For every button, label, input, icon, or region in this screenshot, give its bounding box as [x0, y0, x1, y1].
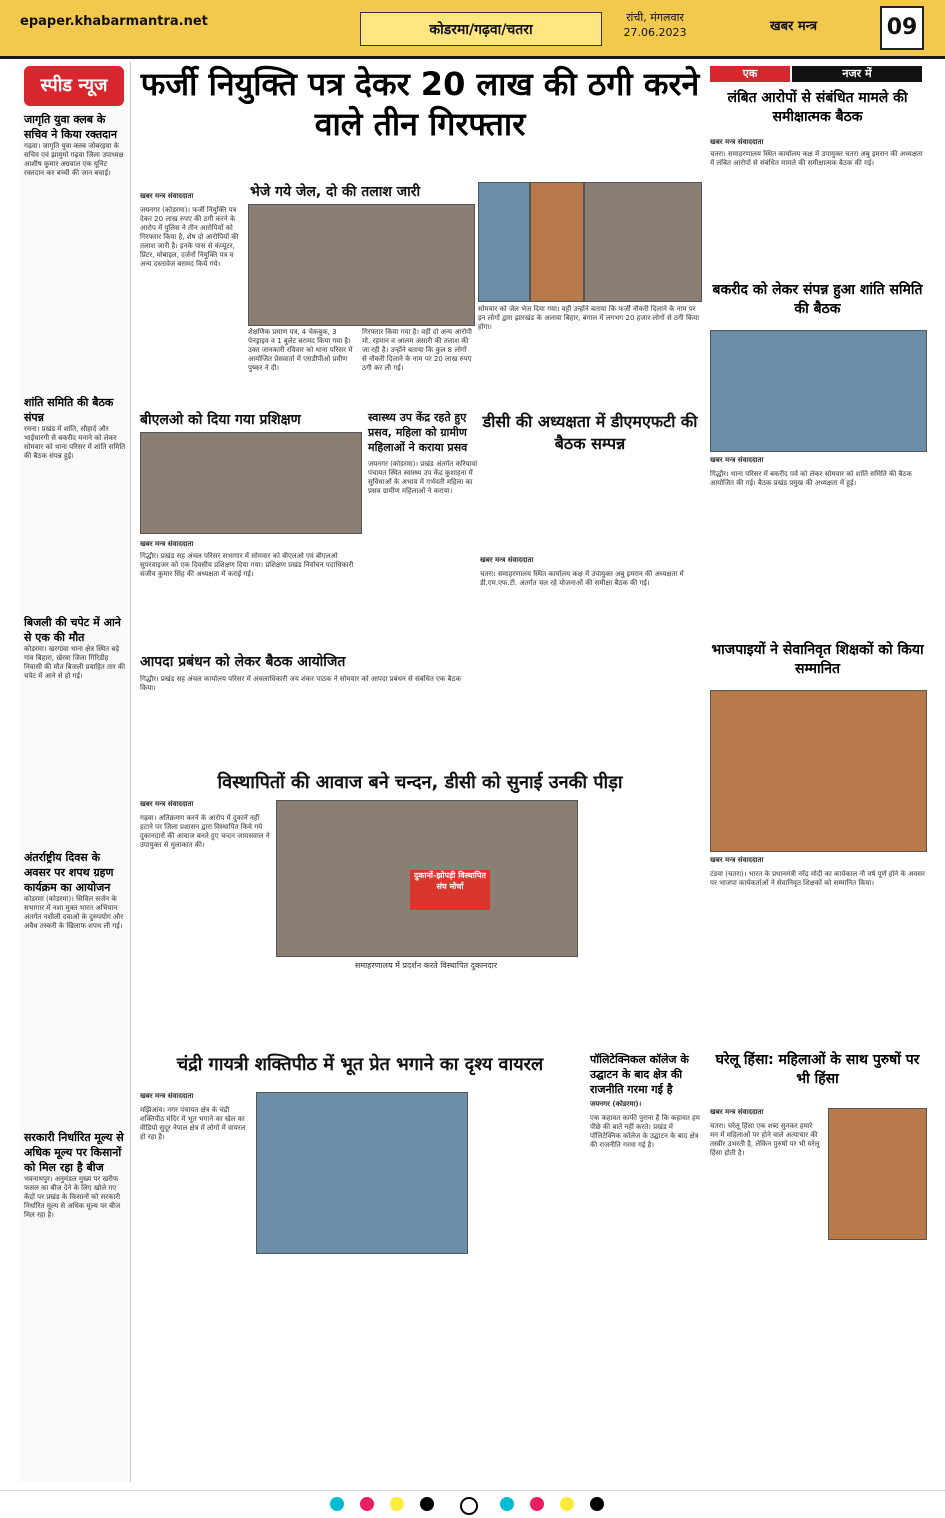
left-story-1 — [24, 112, 128, 178]
tag-text: एक — [742, 67, 758, 80]
ek-nazar-tag — [710, 66, 790, 82]
left-story-text: गढ़वा। जागृति युवा क्लब जोबरइया के सचिव एवं झामुमो गढ़वा जिला उपाध्यक्ष आशीष कुमार अग्रवाल एक यूनिट रक्तदान कर बच्ची की जान बचाई। — [24, 142, 124, 177]
left-story-text: कोडरमा। खरगांवा थाना क्षेत्र स्थित बड़े गांव बिहारा, खेरवा जिला गिरिडीह निवासी की मौत बिजली प्रवाहित तार की चपेट में आने से हो गई। — [24, 645, 126, 680]
left-story-4 — [24, 850, 128, 931]
lead-text-4: सोमवार को जेल भेज दिया गया। वहीं उन्होंने बताया कि फर्जी नौकरी दिलाने के नाम पर इन लोगों द्वारा झारखंड के अलावा बिहार, बंगाल में लगभग 20 हजार लोगों से ठगी किया होगा। — [478, 305, 700, 331]
lead-text-3: गिरफ्तार किया गया है। वहीं दो अन्य आरोपी मो. रहमान व आलम अंसारी की तलाश की जा रही है। उन्होंने बताया कि कुल 8 लोगों से नौकरी दिलाने के नाम पर 20 लाख रुपए ठगी कर ली गई। — [362, 328, 472, 372]
accused-photo-3 — [584, 182, 702, 302]
reg-dot — [500, 1497, 514, 1511]
violence-byline: खबर मन्त्र संवाददाता — [710, 1108, 764, 1116]
left-story-2 — [24, 395, 128, 461]
accused-photo-1 — [478, 182, 530, 302]
left-story-3 — [24, 615, 128, 681]
bakrid-title: बकरीद को लेकर संपन्न हुआ शांति समिति की बैठक — [712, 282, 923, 317]
left-story-title: जागृति युवा क्लब के सचिव ने किया रक्तदान — [24, 113, 117, 141]
lead-text: जयनगर (कोडरमा)। फर्जी नियुक्ति पत्र देकर 20 लाख रुपए की ठगी करने के आरोप में पुलिस ने तीन आरोपियों को गिरफ्तार किया है, शेष दो आरोपियों की तलाश जारी है। इनके पास से कंप्यूटर, प्रिंटर, मोबाइल, दर्जनों नियुक्ति पत्र व अन्य दस्तावेज बरामद किये गये। — [140, 206, 239, 268]
pending-title: लंबित आरोपों से संबंधित मामले की समीक्षात्मक बैठक — [727, 90, 908, 125]
bln-photo — [140, 432, 362, 534]
bjp-byline: खबर मन्त्र संवाददाता — [710, 856, 764, 864]
bjp-photo — [710, 690, 927, 852]
protest-banner: दुकानों-झोपड़ी विस्थापित संघ मोर्चा — [410, 870, 490, 910]
bjp-text: टंडवा (चतरा)। भारत के प्रधानमंत्री नरेंद्र मोदी का कार्यकाल नौ वर्ष पूर्ण होने के अवसर पर भाजपा कार्यकर्ताओं ने सेवानिवृत शिक्षकों को सम्मानित किया। — [710, 870, 925, 887]
dateline — [605, 10, 705, 40]
health-title: स्वास्थ्य उप केंद्र रहते हुए प्रसव, महिला को ग्रामीण महिलाओं ने कराया प्रसव — [368, 411, 468, 454]
lead-byline: खबर मन्त्र संवाददाता — [140, 192, 194, 200]
speed-news-badge: स्पीड न्यूज — [24, 66, 124, 106]
lead-subhead: भेजे गये जेल, दो की तलाश जारी — [250, 184, 421, 200]
left-story-5 — [24, 1130, 128, 1220]
left-story-text: कोडरमा (कोडरमा)। सिविल सर्जन के सभागार में नशा मुक्त भारत अभियान अंतर्गत नशीली दवाओं के दुरुपयोग और अवैध तस्करी के खिलाफ शपथ ली गई। — [24, 895, 124, 930]
poly-text: एक कहावत काफी पुराना है कि कहावत हम पीछे की बातें नहीं करते। प्रखंड में पॉलिटेक्निक कॉलेज के उद्घाटन के बाद क्षेत्र की राजनीति गरमा गई है। — [590, 1114, 700, 1149]
bakrid-byline: खबर मन्त्र संवाददाता — [710, 456, 764, 464]
bln-text: गिद्धौर। प्रखंड सह अंचल परिसर सभागार में सोमवार को बीएलओ एवं बीएलओ सुपरवाइजर को एक दिवसीय प्रशिक्षण दिया गया। प्रशिक्षण प्रखंड निर्वाचन पदाधिकारी संजीव कुमार सिंह की अध्यक्षता में कराई गई। — [140, 552, 354, 578]
violence-text: चतरा। घरेलू हिंसा एक शब्द सुनकर हमारे मन में महिलाओं पर होने वाले अत्याचार की तस्वीर उभरती है, लेकिन पुरुषों पर भी घरेलू हिंसा होती है। — [710, 1122, 820, 1157]
reg-dot — [390, 1497, 404, 1511]
displaced-byline: खबर मन्त्र संवाददाता — [140, 800, 194, 808]
edition-title: कोडरमा/गढ़वा/चतरा — [360, 12, 602, 46]
apda-title: आपदा प्रबंधन को लेकर बैठक आयोजित — [140, 654, 346, 670]
violence-photo — [828, 1108, 927, 1240]
bln-title: बीएलओ को दिया गया प्रशिक्षण — [140, 412, 301, 428]
bjp-title: भाजपाइयों ने सेवानिवृत शिक्षकों को किया सम्मानित — [711, 642, 924, 677]
gayatri-byline: खबर मन्त्र संवाददाता — [140, 1092, 194, 1100]
reg-dot — [590, 1497, 604, 1511]
left-story-title: बिजली की चपेट में आने से एक की मौत — [24, 616, 121, 644]
reg-dot — [560, 1497, 574, 1511]
lead-photo — [248, 204, 475, 326]
gayatri-photo — [256, 1092, 468, 1254]
gayatri-text: मझिआंव। नगर पंचायत क्षेत्र के चंद्री शक्तिपीठ मंदिर में भूत भगाने का खेल का वीडियो सुदूर नेपाल क्षेत्र में लोगों में वायरल हो रहा है। — [140, 1106, 246, 1141]
footer-registration — [0, 1490, 945, 1518]
bakrid-photo — [710, 330, 927, 452]
bakrid-text: गिद्धौर। थाना परिसर में बकरीद पर्व को लेकर सोमवार को शांति समिति की बैठक आयोजित की गई। बैठक प्रखंड प्रमुख की अध्यक्षता में हुई। — [710, 470, 912, 487]
site-url[interactable]: epaper.khabarmantra.net — [20, 14, 208, 29]
pending-text: चतरा। समाहरणालय स्थित कार्यालय कक्ष में उपायुक्त चतरा अबु इमरान की अध्यक्षता में लंबित आरोपों से संबंधित मामले की समीक्षात्मक बैठक की गई। — [710, 150, 923, 167]
gayatri-title: चंद्री गायत्री शक्तिपीठ में भूत प्रेत भगाने का दृश्य वायरल — [176, 1054, 544, 1075]
lead-headline: फर्जी नियुक्ति पत्र देकर 20 लाख की ठगी करने वाले तीन गिरफ्तार — [140, 65, 700, 143]
dc-byline: खबर मन्त्र संवाददाता — [480, 556, 534, 564]
apda-text: गिद्धौर। प्रखंड सह अंचल कार्यालय परिसर में अंचलाधिकारी जय शंकर पाठक ने सोमवार को आपदा प्रबंधन से संबंधित एक बैठक किया। — [140, 675, 461, 692]
page-number: 09 — [880, 6, 924, 50]
left-story-title: अंतर्राष्ट्रीय दिवस के अवसर पर शपथ ग्रहण कार्यक्रम का आयोजन — [24, 851, 114, 894]
violence-title: घरेलू हिंसा: महिलाओं के साथ पुरुषों पर भी हिंसा — [715, 1052, 920, 1087]
poly-byline: जयनगर (कोडरमा)। — [590, 1100, 642, 1108]
displaced-title: विस्थापितों की आवाज बने चन्दन, डीसी को सुनाई उनकी पीड़ा — [217, 772, 623, 793]
reg-dot — [530, 1497, 544, 1511]
dc-title: डीसी की अध्यक्षता में डीएमएफटी की बैठक सम्पन्न — [482, 412, 698, 453]
left-story-title: शांति समिति की बैठक संपन्न — [24, 396, 114, 424]
tag-text: नजर में — [842, 67, 872, 80]
left-story-text: रमना। प्रखंड में शांति, सौहार्द और भाईचारगी से बकरीद मनाने को लेकर सोमवार को थाना परिसर में शांति समिति की बैठक संपन्न हुई। — [24, 425, 126, 460]
accused-photo-2 — [530, 182, 584, 302]
displaced-caption: समाहरणालय में प्रदर्शन करते विस्थापित दुकानदार — [354, 961, 498, 970]
dc-text: चतरा। समाहरणालय स्थित कार्यालय कक्ष में उपायुक्त अबु इमरान की अध्यक्षता में डी.एम.एफ.टी. अंतर्गत चल रहे योजनाओं की समीक्षा बैठक की गई। — [480, 570, 684, 587]
health-text: जयनगर (कोडरमा)। प्रखंड अंतर्गत करियावां पंचायत स्थित स्वास्थ्य उप केंद्र कुशाहना में सुविधाओं के अभाव में गर्भवती महिला का प्रसव ग्रामीण महिलाओं ने कराया। — [368, 460, 478, 495]
bln-byline: खबर मन्त्र संवाददाता — [140, 540, 194, 548]
date: 27.06.2023 — [623, 26, 687, 39]
lead-text-2: शैक्षणिक प्रमाण पत्र, 4 चेकबुक, 3 पेनड्राइव व 1 बुलेट बरामद किया गया है। उक्त जानकारी रविवार को थाना परिसर में आयोजित प्रेसवार्ता में एसडीपीओ प्रवीण पुष्कर ने दी। — [248, 328, 353, 372]
brand-name: खबर मन्त्र — [770, 19, 818, 34]
left-column — [20, 62, 131, 1482]
reg-dot — [420, 1497, 434, 1511]
pending-byline: खबर मन्त्र संवाददाता — [710, 138, 764, 146]
reg-dot — [360, 1497, 374, 1511]
left-story-text: भवनाथपुर। अनुमंडल मुख्य पर खरीफ फसल का बीज देने के लिए खोले गए केंद्रों पर प्रखंड के किसानों को सरकारी निर्धारित मूल्य से अधिक मूल्य पर बीज मिल रहा है। — [24, 1175, 121, 1219]
displaced-text: गढ़वा। अतिक्रमण करने के आरोप में दुकानें नहीं हटाने पर जिला प्रशासन द्वारा विस्थापित किये गये दुकानदारों की आवाज बनते हुए चन्दन जायसवाल ने उपायुक्त से मुलाकात की। — [140, 814, 270, 849]
city-day: रांची, मंगलवार — [626, 11, 684, 24]
poly-title: पॉलिटेक्निकल कॉलेज के उद्घाटन के बाद क्षेत्र की राजनीति गरमा गई है — [590, 1053, 689, 1096]
reg-dot — [330, 1497, 344, 1511]
nazar-tag — [792, 66, 922, 82]
left-story-title: सरकारी निर्धारित मूल्य से अधिक मूल्य पर किसानों को मिल रहा है बीज — [24, 1131, 124, 1174]
reg-mark-icon — [460, 1497, 478, 1515]
